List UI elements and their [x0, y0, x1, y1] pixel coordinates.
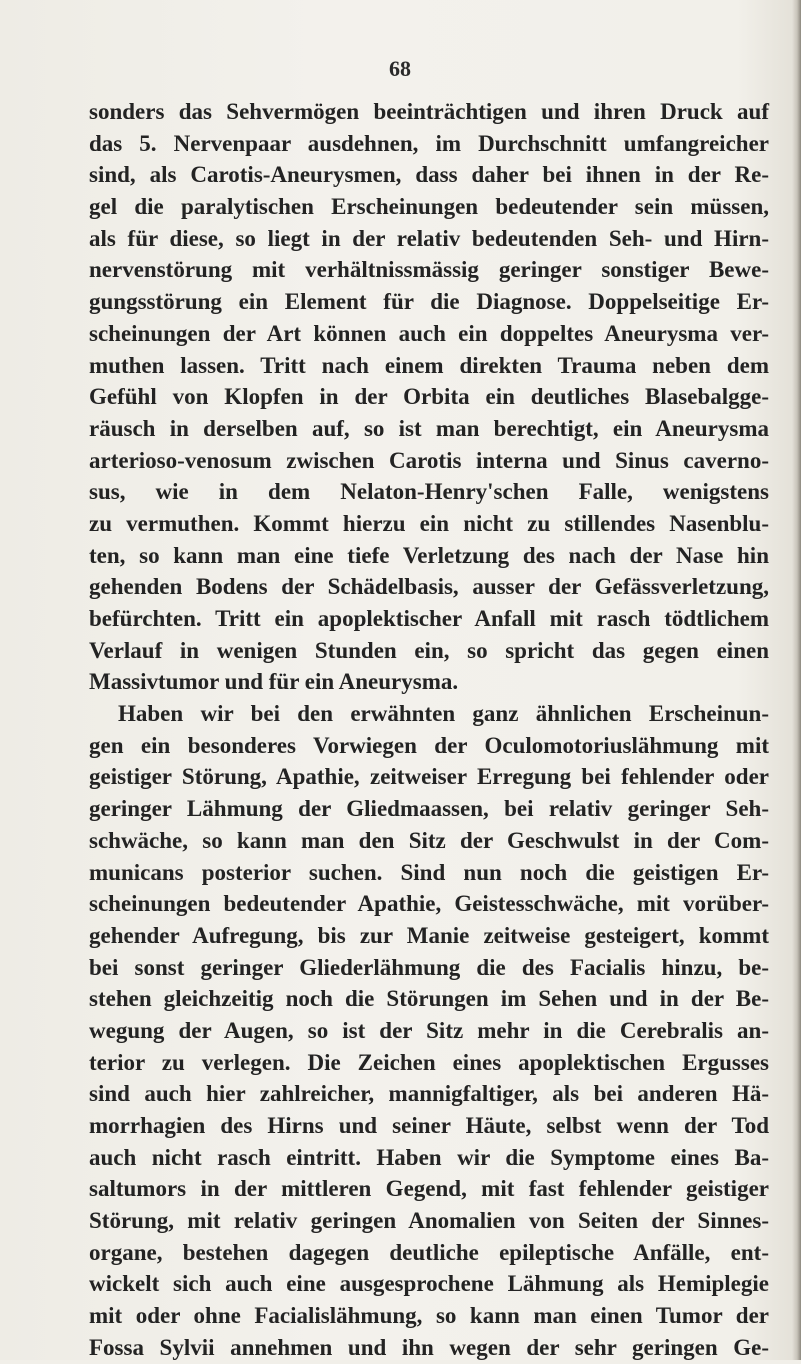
text-line: wegung der Augen, so ist der Sitz mehr in die Cerebralis an- [89, 1017, 769, 1043]
body-text [89, 96, 769, 1364]
text-line: stehen gleichzeitig noch die Störungen im Sehen und in der Be- [89, 986, 769, 1012]
text-line: morrhagien des Hirns und seiner Häute, selbst wenn der Tod [89, 1113, 769, 1138]
text-line: wickelt sich auch eine ausgesprochene Lähmung als Hemiplegie [89, 1271, 769, 1297]
text-line: schwäche, so kann man den Sitz der Geschwulst in der Com- [89, 827, 769, 853]
text-line: arterioso-venosum zwischen Carotis interna und Sinus caverno- [89, 447, 769, 473]
text-line: auch nicht rasch eintritt. Haben wir die Symptome eines Ba- [89, 1144, 769, 1170]
text-line: gen ein besonderes Vorwiegen der Oculomotoriuslähmung mit [89, 732, 769, 758]
page-edge-shadow [792, 0, 801, 1360]
text-line: terior zu verlegen. Die Zeichen eines apoplektischen Ergusses [89, 1049, 769, 1075]
text-line: Haben wir bei den erwähnten ganz ähnlichen Erscheinun- [118, 701, 769, 727]
text-line: räusch in derselben auf, so ist man berechtigt, ein Aneurysma [89, 415, 769, 441]
text-line: saltumors in der mittleren Gegend, mit fast fehlender geistiger [89, 1176, 769, 1202]
text-line: das 5. Nervenpaar ausdehnen, im Durchschnitt umfangreicher [89, 130, 769, 156]
text-line: gehender Aufregung, bis zur Manie zeitweise gesteigert, kommt [89, 922, 769, 948]
text-line: municans posterior suchen. Sind nun noch die geistigen Er- [89, 859, 769, 885]
text-line: ten, so kann man eine tiefe Verletzung des nach der Nase hin [89, 542, 769, 568]
text-line: gehenden Bodens der Schädelbasis, ausser der Gefässverletzung, [89, 574, 769, 600]
text-line: scheinungen der Art können auch ein doppeltes Aneurysma ver- [89, 320, 769, 346]
text-line: gungsstörung ein Element für die Diagnose. Doppelseitige Er- [89, 289, 769, 315]
text-line: Verlauf in wenigen Stunden ein, so spricht das gegen einen [89, 637, 769, 663]
text-line: Fossa Sylvii annehmen und ihn wegen der sehr geringen Ge- [89, 1334, 769, 1360]
text-line: als für diese, so liegt in der relativ bedeutenden Seh- und Hirn- [89, 225, 769, 251]
text-line: gel die paralytischen Erscheinungen bedeutender sein müssen, [89, 194, 769, 220]
text-line: bei sonst geringer Gliederlähmung die des Facialis hinzu, be- [89, 954, 769, 980]
text-line: Gefühl von Klopfen in der Orbita ein deutliches Blasebalgge- [89, 384, 769, 410]
text-line: muthen lassen. Tritt nach einem direkten Trauma neben dem [89, 352, 769, 378]
text-line: sus, wie in dem Nelaton-Henry'schen Falle, wenigstens [89, 479, 769, 505]
text-line: befürchten. Tritt ein apoplektischer Anfall mit rasch tödtlichem [89, 606, 769, 631]
text-line: nervenstörung mit verhältnissmässig geringer sonstiger Bewe- [89, 257, 769, 283]
text-line: sind auch hier zahlreicher, mannigfaltiger, als bei anderen Hä- [89, 1081, 769, 1107]
text-line: sonders das Sehvermögen beeinträchtigen und ihren Druck auf [89, 99, 769, 124]
text-line: scheinungen bedeutender Apathie, Geistesschwäche, mit vorüber- [89, 891, 769, 917]
text-line: Störung, mit relativ geringen Anomalien von Seiten der Sinnes- [89, 1208, 769, 1234]
text-line: zu vermuthen. Kommt hierzu ein nicht zu stillendes Nasenblu- [89, 510, 769, 536]
page-number: 68 [389, 56, 411, 81]
text-line: sind, als Carotis-Aneurysmen, dass daher bei ihnen in der Re- [89, 162, 769, 188]
text-line: geringer Lähmung der Gliedmaassen, bei relativ geringer Seh- [89, 796, 769, 822]
text-line: geistiger Störung, Apathie, zeitweiser Erregung bei fehlender oder [89, 764, 769, 790]
text-line: Massivtumor und für ein Aneurysma. [89, 669, 459, 695]
text-line: mit oder ohne Facialislähmung, so kann man einen Tumor der [89, 1303, 769, 1329]
text-line: organe, bestehen dagegen deutliche epileptische Anfälle, ent- [89, 1239, 769, 1265]
